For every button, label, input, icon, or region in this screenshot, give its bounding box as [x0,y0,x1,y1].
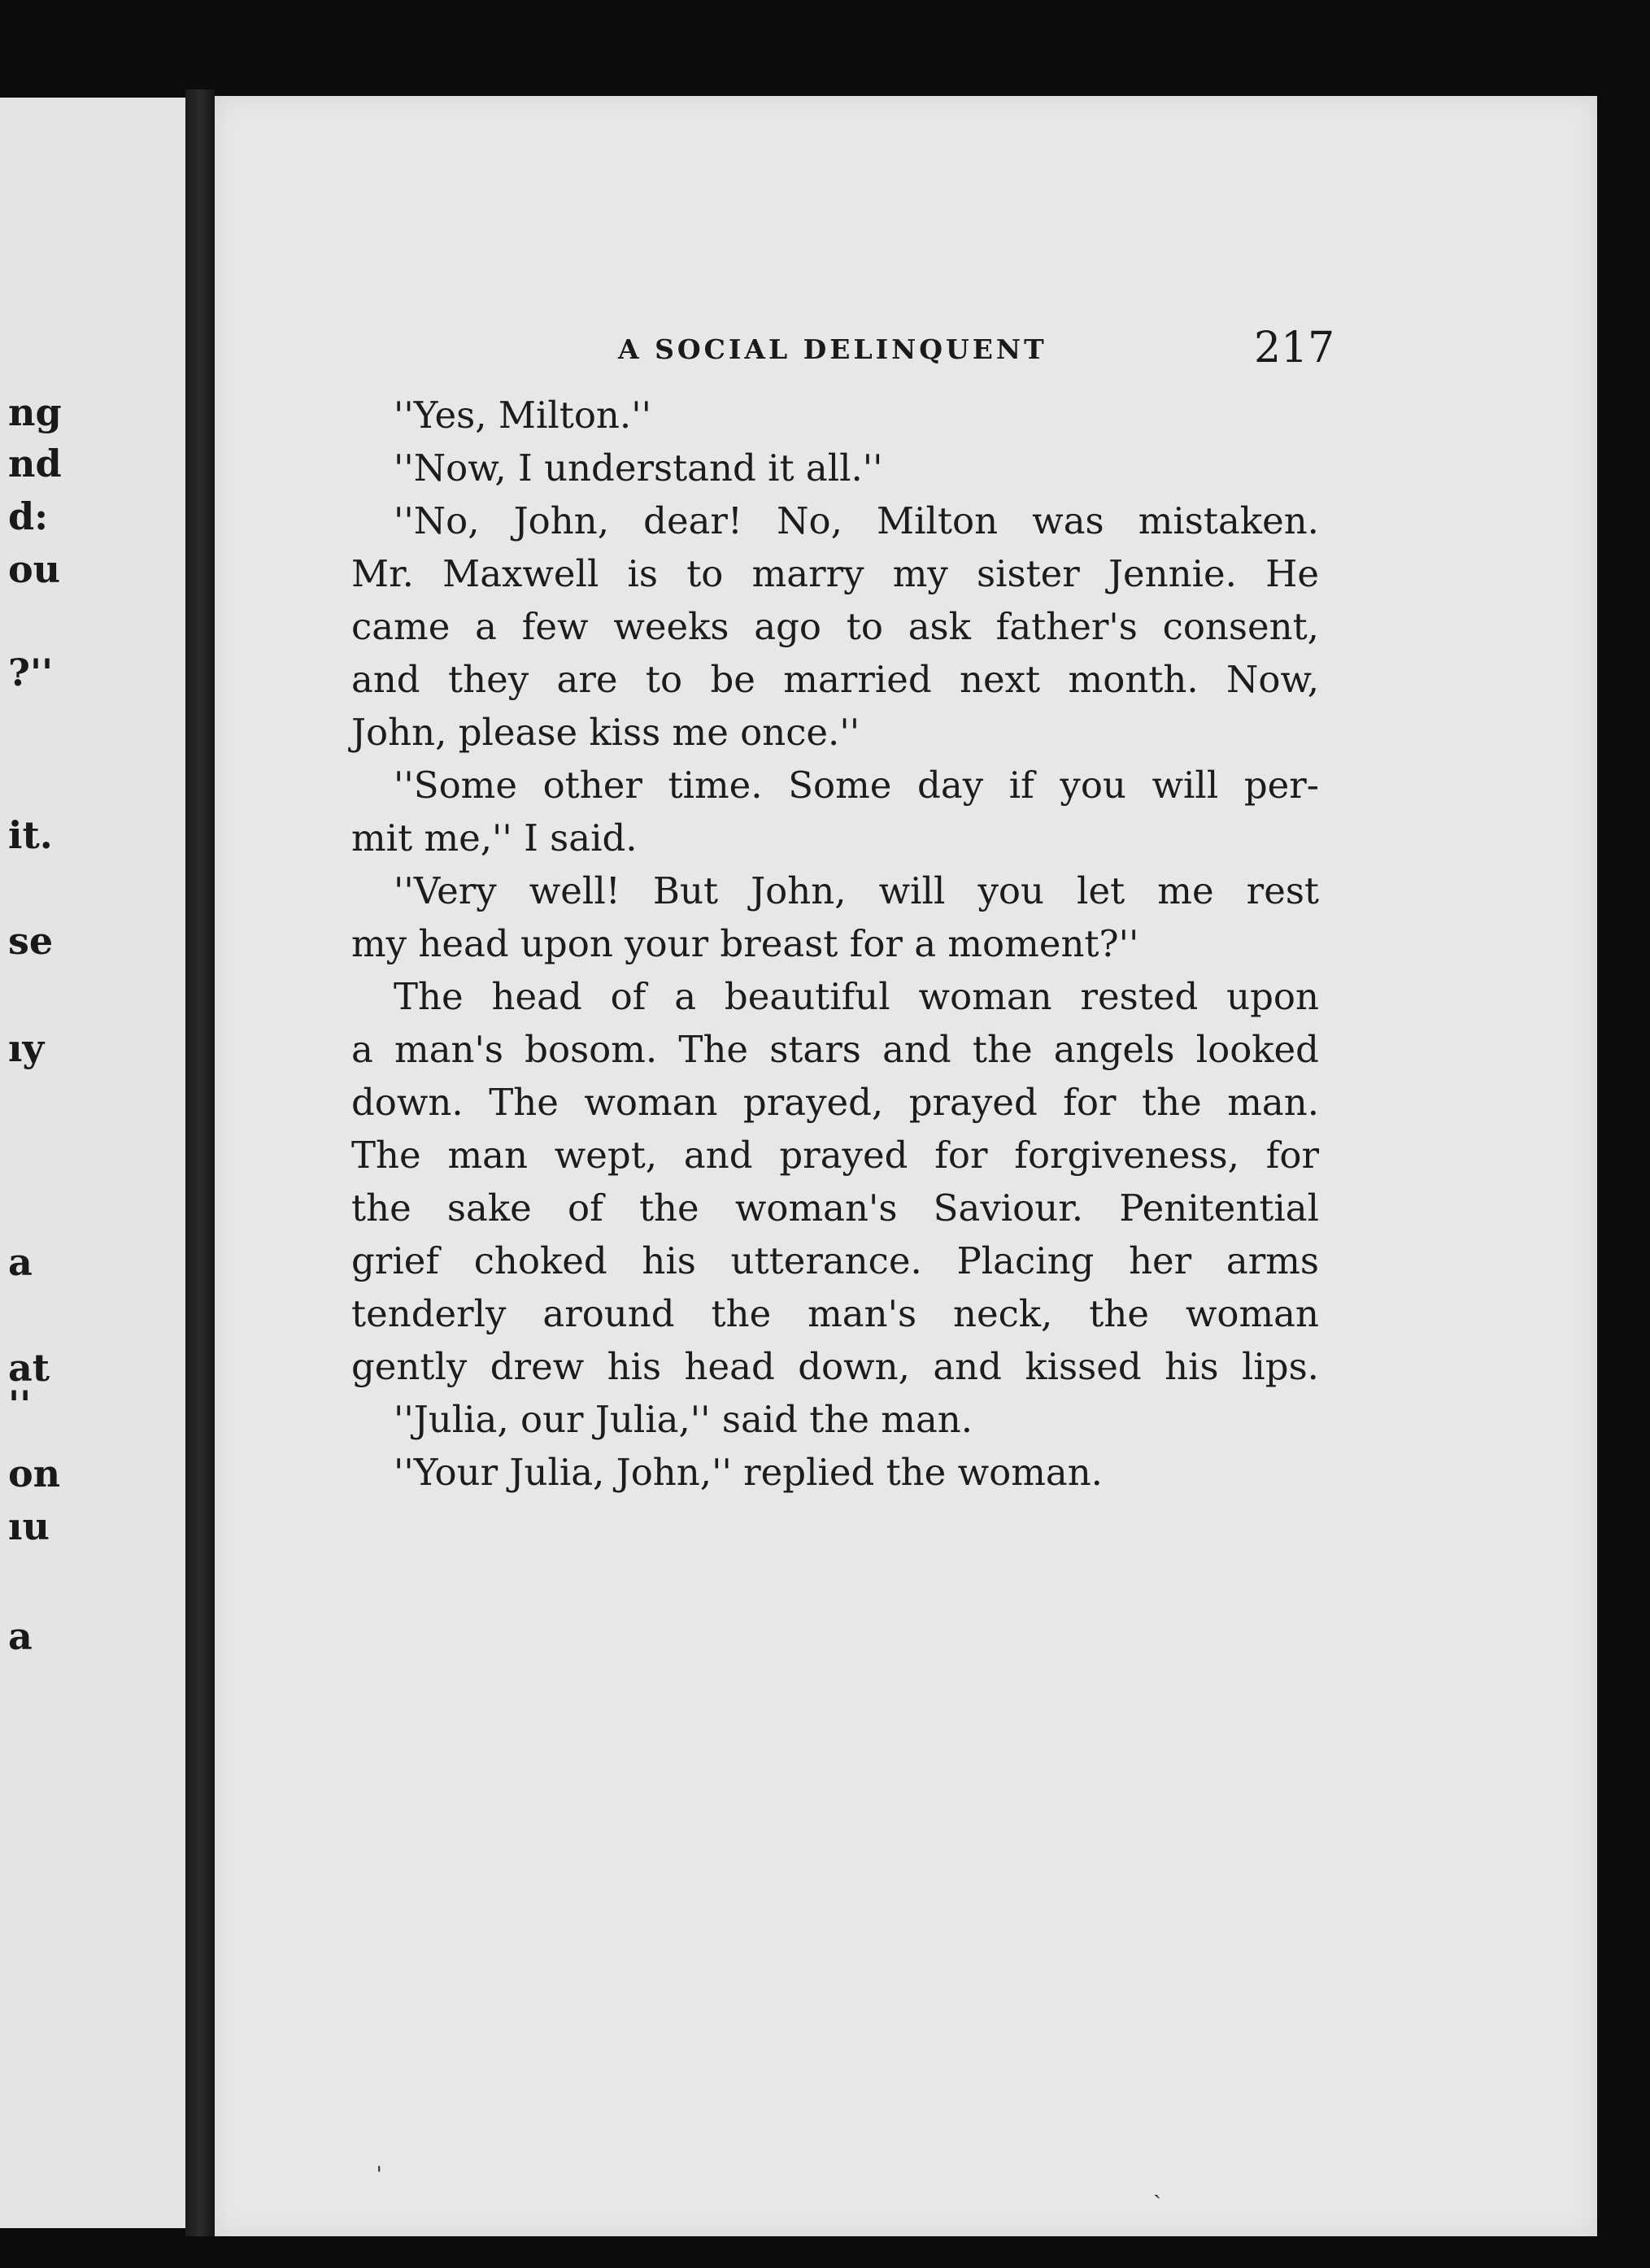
left-page-fragment: '' [8,1382,32,1426]
text-line: Mr. Maxwell is to marry my sister Jennie. He [351,552,1319,595]
book-gutter [185,89,215,2236]
text-line: ''No, John, dear! No, Milton was mistaken. [394,499,1319,542]
scan-speck: ˌ [376,2147,383,2175]
text-line: and they are to be married next month. Now, [351,658,1319,701]
body-text [351,389,1319,1499]
text-line: my head upon your breast for a moment?'' [351,922,1139,965]
text-line: ''Some other time. Some day if you will per- [394,764,1319,807]
left-page-fragment: se [8,919,54,963]
text-line: ''Your Julia, John,'' replied the woman. [394,1451,1103,1494]
page-number: 217 [1254,324,1335,372]
left-page-fragment: ?'' [8,651,54,694]
left-page-fragment: it. [8,813,53,857]
text-line: grief choked his utterance. Placing her arms [351,1239,1319,1282]
text-line: down. The woman prayed, prayed for the man. [351,1081,1319,1124]
text-line: ''Yes, Milton.'' [394,394,651,437]
left-page-fragment: ıu [8,1504,50,1548]
text-line: the sake of the woman's Saviour. Penitential [351,1186,1319,1230]
text-line: The man wept, and prayed for forgiveness, for [351,1134,1319,1177]
left-page-fragment: a [8,1614,33,1658]
left-page-fragment: a [8,1240,33,1284]
text-line: gently drew his head down, and kissed his lips. [351,1345,1319,1388]
text-line: ''Very well! But John, will you let me rest [394,869,1319,912]
scan-speck: ˎ [1153,2171,1161,2200]
text-line: a man's bosom. The stars and the angels looked [351,1028,1319,1071]
page-edge-shadow [1597,122,1650,2236]
text-line: came a few weeks ago to ask father's consent, [351,605,1319,648]
left-page-fragment: ıy [8,1026,45,1070]
text-line: mit me,'' I said. [351,816,638,860]
left-page-fragment: ng [8,390,62,434]
text-line: John, please kiss me once.'' [351,711,860,754]
left-page-fragment: d: [8,494,49,538]
text-line: The head of a beautiful woman rested upon [394,975,1319,1018]
running-head: A SOCIAL DELINQUENT [618,333,1047,365]
left-page-fragment: nd [8,442,62,485]
left-page-fragment: at [8,1346,50,1390]
text-line: ''Julia, our Julia,'' said the man. [394,1398,973,1441]
text-line: ''Now, I understand it all.'' [394,446,883,490]
left-page-fragment: on [8,1452,61,1495]
text-line: tenderly around the man's neck, the woman [351,1292,1319,1335]
left-page-fragment: ou [8,547,61,591]
